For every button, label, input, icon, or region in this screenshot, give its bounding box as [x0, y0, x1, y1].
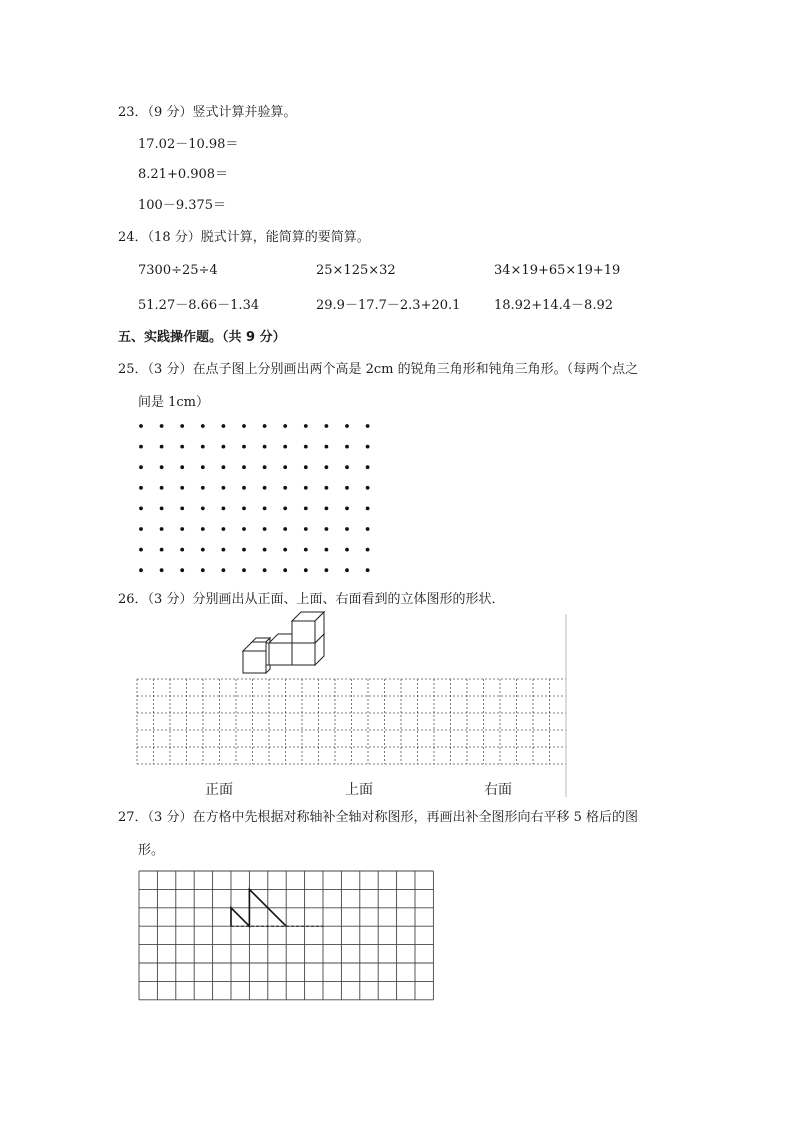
label-right-view: 右面 — [484, 782, 512, 798]
q23-item-2: 8.21+0.908＝ — [138, 167, 229, 182]
q27-title-line2: 形。 — [138, 843, 165, 858]
q25-title-line2: 间是 1cm） — [138, 395, 210, 410]
q24-expr-4: 51.27－8.66－1.34 — [138, 298, 260, 313]
q24-expr-3: 34×19+65×19+19 — [494, 263, 621, 278]
q23-item-1: 17.02－10.98＝ — [138, 137, 239, 152]
q24-title: 24．（18 分）脱式计算，能简算的要简算。 — [118, 230, 370, 245]
q23-title: 23．（9 分）竖式计算并验算。 — [118, 105, 297, 120]
label-front-view: 正面 — [205, 782, 233, 798]
section-5-heading: 五、实践操作题。（共 9 分） — [118, 330, 286, 345]
q24-expr-6: 18.92+14.4－8.92 — [494, 298, 613, 313]
q24-expr-2: 25×125×32 — [316, 263, 396, 278]
q24-expr-5: 29.9－17.7－2.3+20.1 — [316, 298, 461, 313]
q26-title: 26．（3 分）分别画出从正面、上面、右面看到的立体图形的形状． — [118, 592, 505, 607]
label-top-view: 上面 — [345, 782, 373, 798]
q25-title-line1: 25．（3 分）在点子图上分别画出两个高是 2cm 的锐角三角形和钝角三角形。（每两个点之 — [118, 362, 639, 377]
q24-expr-1: 7300÷25÷4 — [138, 263, 218, 278]
q23-item-3: 100－9.375＝ — [138, 198, 227, 213]
q27-title-line1: 27．（3 分）在方格中先根据对称轴补全轴对称图形，再画出补全图形向右平移 5 格后的图 — [118, 810, 638, 825]
